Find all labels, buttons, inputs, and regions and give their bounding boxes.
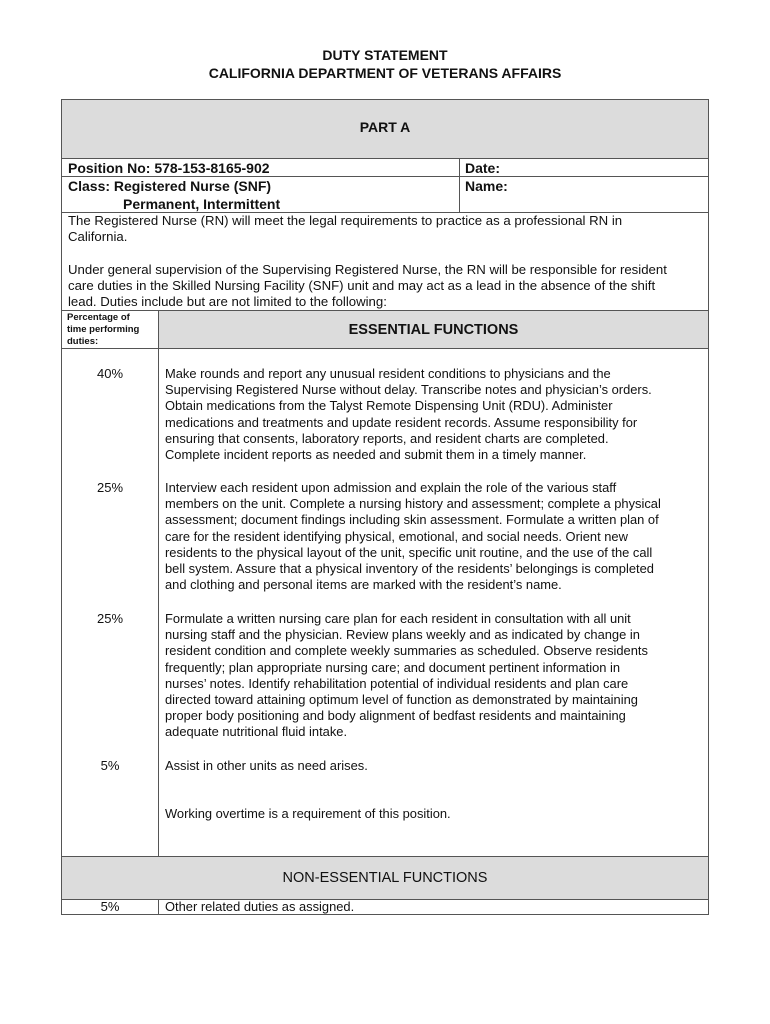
duty-description: Interview each resident upon admission and explain the role of the various staff members on the unit. Complete a nursing history and assessment; complete a physical assessment; document findings including skin assessment. Formulate a written plan of care for the resident identifying physical, emotional, and social needs. Orient new residents to the physical layout of the unit, specific unit routine, and the use of the call bell system. Assure that a physical inventory of the residents’ belongings is completed and clothing and personal items are marked with the resident’s name. [165, 480, 661, 593]
position-number: Position No: 578-153-8165-902 [68, 160, 270, 176]
duty-percent: 40% [96, 366, 124, 381]
intro-line: Under general supervision of the Supervising Registered Nurse, the RN will be responsible for resident [68, 262, 667, 277]
intro-line: California. [68, 229, 128, 244]
overtime-note: Working overtime is a requirement of this position. [165, 806, 451, 821]
duty-description: Assist in other units as need arises. [165, 758, 368, 773]
intro-line: The Registered Nurse (RN) will meet the legal requirements to practice as a professional RN in [68, 213, 623, 228]
percentage-header: duties: [67, 336, 99, 347]
document-title: DUTY STATEMENT [322, 47, 448, 63]
non-essential-title: NON-ESSENTIAL FUNCTIONS [282, 870, 488, 886]
non-essential-description: Other related duties as assigned. [165, 899, 355, 914]
duty-description: Make rounds and report any unusual resident conditions to physicians and the Supervising Registered Nurse without delay. Transcribe notes and physician’s orders. Obtain medications from the Talyst Remote Dispensing Unit (RDU). Administer medications and treatments and update resident records. Assume responsibility for ensuring that consents, laboratory reports, and resident charts are completed. Complete incident reports as needed and submit them in a timely manner. [165, 366, 652, 463]
percentage-header: Percentage of [67, 312, 130, 323]
position-class: Class: Registered Nurse (SNF) [68, 178, 272, 194]
name-label: Name: [465, 178, 508, 194]
duty-description: Formulate a written nursing care plan for each resident in consultation with all unit nursing staff and the physician. Review plans weekly and as indicated by change in resident condition and complete weekly summaries as scheduled. Observe residents frequently; plan appropriate nursing care; and document pertinent information in nurses’ notes. Identify rehabilitation potential of individual residents and plan care directed toward attaining optimum level of function as demonstrated by maintaining proper body positioning and body alignment of bedfast residents and maintaining adequate nutritional fluid intake. [165, 611, 648, 740]
non-essential-percent: 5% [100, 899, 120, 914]
duty-percent: 25% [96, 480, 124, 495]
date-label: Date: [465, 160, 501, 176]
essential-functions-title: ESSENTIAL FUNCTIONS [348, 322, 519, 338]
percentage-header: time performing [67, 324, 140, 335]
department-name: CALIFORNIA DEPARTMENT OF VETERANS AFFAIRS [208, 65, 562, 81]
duty-percent: 25% [96, 611, 124, 626]
intro-line: care duties in the Skilled Nursing Facility (SNF) unit and may act as a lead in the absence of the shift [68, 278, 656, 293]
part-a-title: PART A [359, 119, 411, 135]
duty-percent: 5% [100, 758, 120, 773]
intro-line: lead. Duties include but are not limited to the following: [68, 294, 387, 309]
position-tenure: Permanent, Intermittent [123, 196, 281, 212]
